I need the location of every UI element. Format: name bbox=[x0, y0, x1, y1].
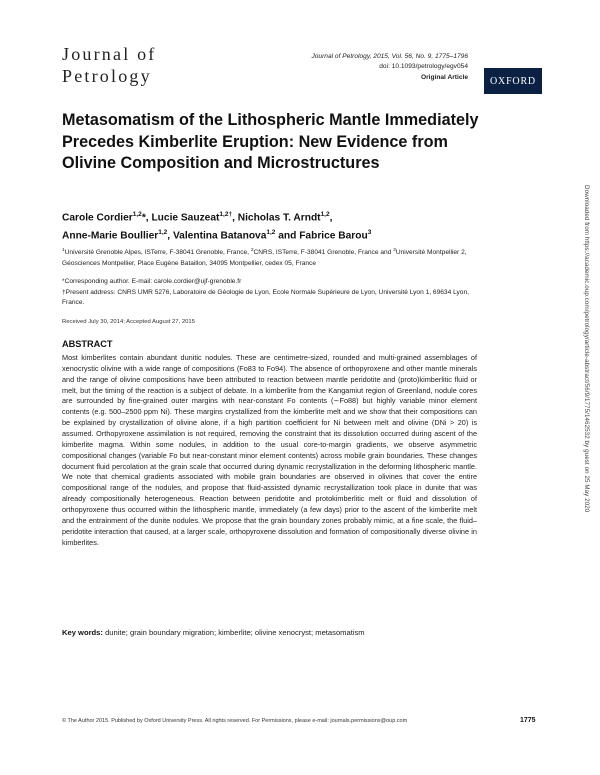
article-title: Metasomatism of the Lithospheric Mantle Immediately Precedes Kimberlite Eruption: New Evidence from Olivine Composition and Microstructures bbox=[62, 111, 479, 173]
author-sep: and bbox=[275, 230, 300, 242]
journal-name bbox=[62, 44, 156, 88]
author-affil-sup: 1,2 bbox=[132, 211, 142, 218]
author-affil-sup: 1,2† bbox=[219, 211, 233, 218]
article-type: Original Article bbox=[420, 73, 468, 81]
author-affil-sup: 1,2 bbox=[158, 228, 168, 236]
journal-name-line2: Petrology bbox=[62, 66, 152, 86]
abstract-heading: ABSTRACT bbox=[62, 339, 113, 349]
author-sep: , bbox=[232, 212, 238, 224]
copyright-footer: © The Author 2015. Published by Oxford University Press. All rights reserved. For Permissions, please e-mail: journals.permissions@oup.com bbox=[62, 718, 408, 724]
author-name[interactable]: Carole Cordier bbox=[62, 212, 133, 224]
keywords bbox=[62, 628, 482, 637]
citation-block bbox=[248, 52, 468, 83]
journal-name-line1: Journal of bbox=[62, 44, 157, 64]
corresponding-author-note bbox=[62, 277, 472, 309]
author-name[interactable]: Valentina Batanova bbox=[172, 230, 267, 242]
citation-reference: Journal of Petrology, 2015, Vol. 56, No. 9, 1775–1796 bbox=[311, 53, 468, 60]
oxford-logo-text: OXFORD bbox=[490, 75, 536, 87]
author-name[interactable]: Lucie Sauzeat bbox=[151, 212, 220, 224]
author-list bbox=[62, 208, 502, 244]
author-affil-sup: 3 bbox=[367, 228, 372, 236]
author-sep: , bbox=[167, 230, 173, 242]
author-affil-sup: 1,2 bbox=[266, 228, 276, 236]
page-number: 1775 bbox=[520, 717, 536, 724]
affiliation-3: Université Montpellier 2, Géosciences Montpellier, Place Eugène Bataillon, 34095 Montpellier, cedex 05, France bbox=[62, 249, 467, 267]
author-name[interactable]: Nicholas T. Arndt bbox=[237, 212, 321, 224]
author-name[interactable]: Anne-Marie Boullier bbox=[62, 230, 159, 242]
citation-doi[interactable]: doi: 10.1093/petrology/egv054 bbox=[379, 63, 468, 71]
author-sep: , bbox=[145, 212, 152, 224]
abstract-text: Most kimberlites contain abundant dunitic nodules. These are centimetre-sized, rounded and multi-grained assemblages of xenocrystic olivine with a wide range of compositions (Fo83 to Fo94). The absence of orthopyroxene and other mantle minerals and the range of olivine compositions have been attributed to reaction between mantle peridotite and (proto)kimberlitic fluid or melt, but the timing of the reaction is a subject of debate. In a kimberlite from the Kangamiut region of Greenland, nodule cores are surrounded by fine-grained outer margins with near-constant Fo contents (∼Fo88) but highly variable minor element contents (e.g. 500–2500 ppm Ni). These margins crystallized from the kimberlite melt and we show that their compositions can be explained by crystallization of olivine alone, if a high partition coefficient for Ni between melt and olivine (DNi > 20) is assumed. Orthopyroxene assimilation is not required, removing the constraint that its dissolution occurred during ascent of the kimberlite magma. Within some nodules, in addition to the usual core-to-margin gradients, we observe asymmetric compositional changes (variable Fo but near-constant minor element contents) across mobile grain boundaries. These changes document fluid percolation at the grain scale that occurred during dynamic recrystallization in the deforming lithospheric mantle. We note that chemical gradients associated with mobile grain boundaries are observed in olivines that cover the entire compositional range of the nodules, and propose that fluid-assisted dynamic recrystallization took place in dunite that was already compositionally heterogeneous. Reaction between peridotite and protokimberlitic melt or fluid and dissolution of orthopyroxene thus occurred within the lithospheric mantle, immediately (a few days) prior to the ascent of the kimberlite melt and the entrainment of the dunite nodules. We propose that the grain boundary zones probably mimic, at a fine scale, the fluid–peridotite interaction that caused, at a larger scale, orthopyroxene dissolution and formation of compositionally diverse olivine in kimberlites. bbox=[62, 353, 477, 547]
download-watermark: Downloaded from https://academic.oup.com/petrology/article-abstract/56/9/1775/1462532 by guest on 25 May 2020 bbox=[583, 185, 590, 513]
corresponding-email[interactable]: *Corresponding author. E-mail: carole.cordier@ujf-grenoble.fr bbox=[62, 278, 242, 285]
affiliation-2: CNRS, ISTerre, F-38041 Grenoble, France and bbox=[253, 249, 394, 257]
present-address: †Present address: CNRS UMR 5276, Laboratoire de Géologie de Lyon, Ecole Normale Supérieure de Lyon, Université Lyon 1, 69634 Lyon, France. bbox=[62, 288, 469, 307]
keywords-list: dunite; grain boundary migration; kimberlite; olivine xenocryst; metasomatism bbox=[105, 628, 365, 637]
author-name[interactable]: Fabrice Barou bbox=[299, 230, 368, 242]
author-mark: * bbox=[141, 212, 146, 224]
affiliations: $^1$Université Grenoble Alpes, ISTerre, F-38041 Grenoble, France, $^2$CNRS, ISTerre, F-38041 Grenoble, France and $^3$Université Montpellier 2, Géosciences Montpellier, Place Eugène Bataillon, 34095 Montpellier, cedex 05, France bbox=[62, 248, 467, 267]
keywords-label: Key words: bbox=[62, 628, 103, 637]
affiliation-1: Université Grenoble Alpes, ISTerre, F-38041 Grenoble, France, bbox=[64, 249, 251, 257]
author-sep: , bbox=[329, 212, 333, 224]
received-dates: Received July 30, 2014; Accepted August 27, 2015 bbox=[62, 319, 195, 325]
author-affil-sup: 1,2 bbox=[320, 211, 330, 218]
oxford-logo bbox=[484, 68, 542, 94]
